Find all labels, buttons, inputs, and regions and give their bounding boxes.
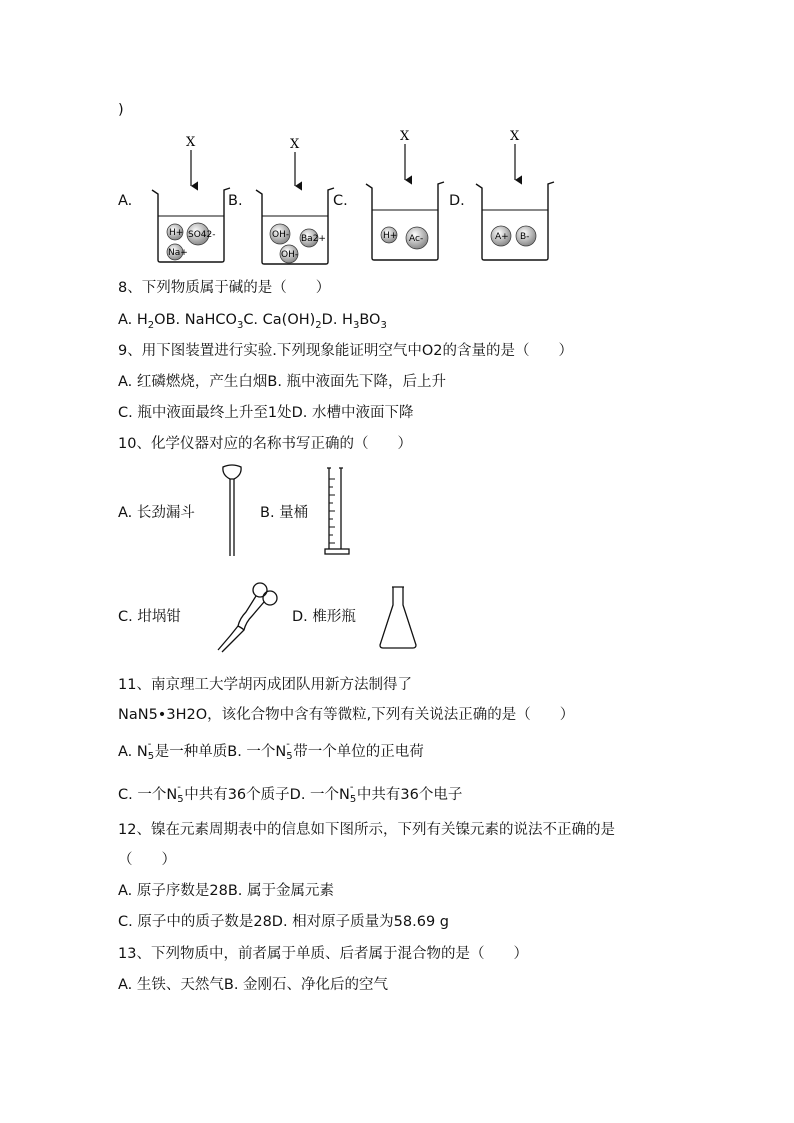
crucible-tongs-icon [210,578,282,654]
ion-label: Ba2+ [301,234,326,244]
graduated-cylinder-icon [322,465,352,559]
beaker-c [366,129,444,260]
q12-paren: （ ） [118,852,176,868]
q10-option-c: C. 坩埚钳 [118,609,181,625]
q13-options-line1: A. 生铁、天然气B. 金刚石、净化后的空气 [118,977,389,993]
q7-option-a-letter: A. [118,193,133,209]
ion-label: OH- [272,230,290,240]
q13-stem: 13、下列物质中，前者属于单质、后者属于混合物的是（ ） [118,946,528,962]
q7-option-c-letter: C. [333,193,348,209]
ion-label: A+ [495,232,509,242]
n5-ion: N - 5 [166,782,184,805]
q8-options: A. $H_2OB$. NaHCO$_3$C. $Ca(OH)_2D$. $H_3BO_3$ [118,312,387,331]
ion-label: H+ [383,231,398,241]
q10-stem: 10、化学仪器对应的名称书写正确的（ ） [118,436,412,452]
x-label-c: X [400,129,410,144]
q12-options-line2: C. 原子中的质子数是28D. 相对原子质量为58.69 g [118,914,449,930]
q9-stem: 9、用下图装置进行实验.下列现象能证明空气中O2的含量的是（ ） [118,343,573,359]
x-label-b: X [290,137,300,152]
q10-option-a: A. 长劲漏斗 [118,505,195,521]
q11-options-line1: A. N - 5 是一种单质B. 一个N - 5 带一个单位的正电荷 [118,739,424,762]
ion-label: Na+ [168,248,188,258]
q11-stem-line2: NaN5•3H2O，该化合物中含有等微粒,下列有关说法正确的是（ ） [118,707,575,723]
beaker-d [476,129,554,260]
top-paren: ) [118,102,124,118]
n5-ion: N - 5 [339,782,357,805]
long-neck-funnel-icon [218,461,246,559]
beaker-diagrams [140,128,570,268]
q9-options-line1: A. 红磷燃烧，产生白烟B. 瓶中液面先下降，后上升 [118,374,447,390]
ion-label: OH- [281,250,299,260]
q12-stem: 12、镍在元素周期表中的信息如下图所示，下列有关镍元素的说法不正确的是 [118,822,615,838]
n5-ion: N - 5 [136,739,155,762]
beaker-a [152,135,230,262]
q11-options-line2: C. 一个N - 5 中共有36个质子D. 一个N - 5 中共有36个电子 [118,782,463,805]
q12-options-line1: A. 原子序数是28B. 属于金属元素 [118,883,334,899]
q7-option-b-letter: B. [228,193,243,209]
conical-flask-icon [378,585,418,651]
q7-option-d-letter: D. [449,193,465,209]
q10-option-b: B. 量桶 [260,505,309,521]
x-label-a: X [186,135,196,150]
ion-label: Ac- [409,234,424,244]
ion-label: H+ [169,228,184,238]
q8-stem: 8、下列物质属于碱的是（ ） [118,280,331,296]
q10-option-d: D. 椎形瓶 [292,609,356,625]
q11-stem-line1: 11、南京理工大学胡丙成团队用新方法制得了 [118,677,412,693]
ion-label: SO42- [188,230,216,240]
q9-options-line2: C. 瓶中液面最终上升至1处D. 水槽中液面下降 [118,405,414,421]
ion-label: B- [520,232,530,242]
n5-ion: N - 5 [275,739,293,762]
beaker-b [256,137,334,264]
x-label-d: X [510,129,520,144]
